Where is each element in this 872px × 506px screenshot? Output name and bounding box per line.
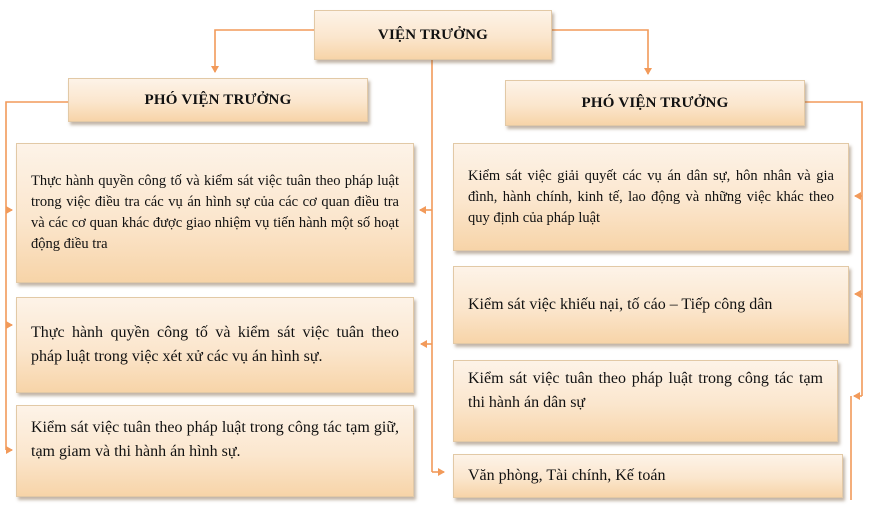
root-box — [314, 10, 552, 60]
root-to-right-head-arrow — [552, 30, 648, 74]
right-head-box — [505, 80, 805, 126]
root-label: VIỆN TRƯỞNG — [377, 26, 489, 43]
left-item-2-text: Thực hành quyền công tố và kiểm sát việc tuân theo pháp luật trong việc xét xử các vụ án hình sự. — [31, 324, 399, 365]
right-item-1 — [453, 143, 849, 251]
center-item-1-text: Văn phòng, Tài chính, Kế toán — [468, 467, 666, 484]
root-to-left-head-arrow — [215, 30, 314, 72]
left-item-1 — [16, 143, 414, 283]
left-head-box — [68, 78, 368, 122]
left-item-3 — [16, 405, 414, 497]
left-item-3-text: Kiểm sát việc tuân theo pháp luật trong công tác tạm giữ, tạm giam và thi hành án hình sự. — [31, 419, 399, 460]
right-item-3 — [453, 360, 838, 442]
right-item-1-text: Kiểm sát việc giải quyết các vụ án dân sự, hôn nhân và gia đình, hành chính, kinh tế, lao động và những việc khác theo quy định của pháp luật — [468, 167, 834, 226]
right-head-label: PHÓ VIỆN TRƯỞNG — [581, 94, 729, 111]
right-item-2-text: Kiểm sát việc khiếu nại, tố cáo – Tiếp công dân — [468, 296, 773, 313]
right-item-3-text: Kiểm sát việc tuân theo pháp luật trong công tác tạm thi hành án dân sự — [468, 370, 823, 411]
right-item-2 — [453, 266, 849, 344]
left-item-2 — [16, 297, 414, 393]
center-item-1 — [453, 454, 843, 498]
left-head-label: PHÓ VIỆN TRƯỞNG — [144, 91, 292, 108]
left-item-1-text: Thực hành quyền công tố và kiểm sát việc tuân theo pháp luật trong việc điều tra các vụ án hình sự của các cơ quan điều tra và các cơ quan khác được giao nhiệm vụ tiến hành một số hoạt động điều tra — [31, 173, 399, 252]
